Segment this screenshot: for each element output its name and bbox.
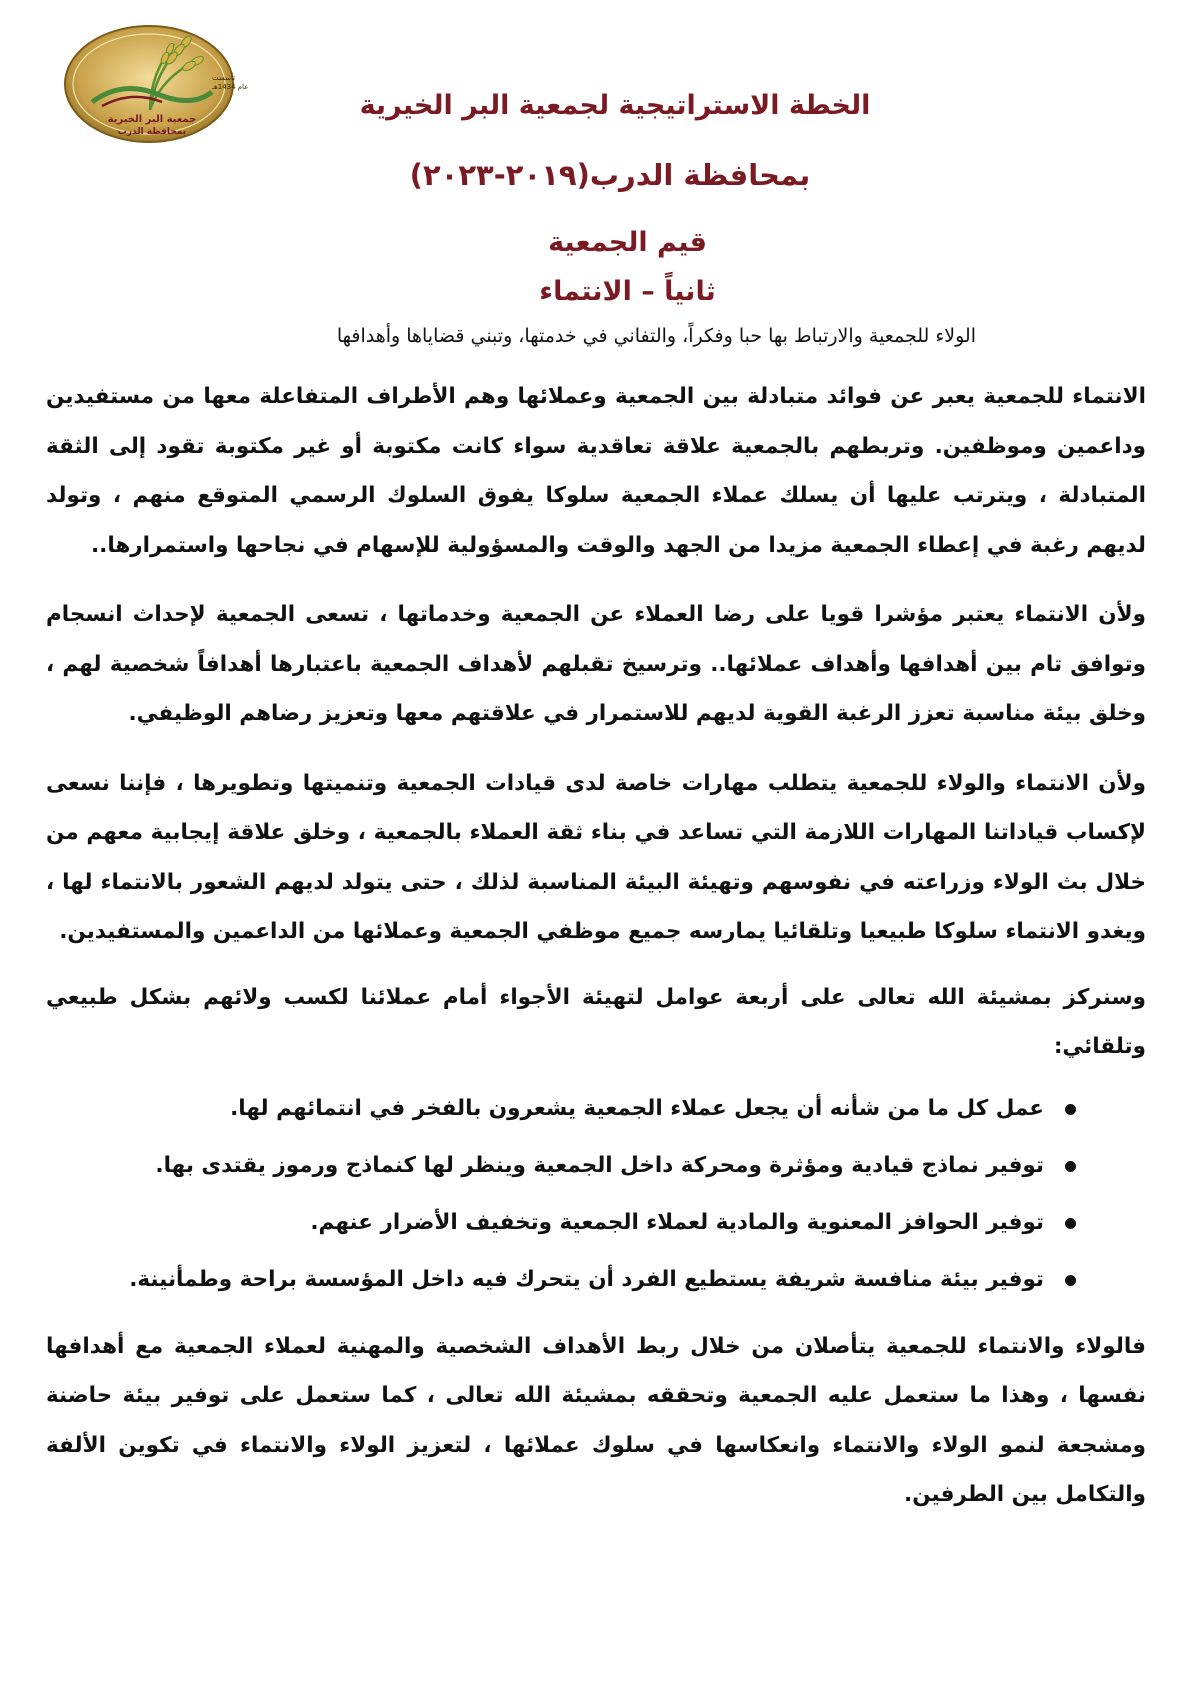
value-definition: الولاء للجمعية والارتباط بها حبا وفكراً، والتفاني في خدمتها، وتبني قضاياها وأهدافها <box>336 325 976 347</box>
bullet-icon <box>1065 1161 1076 1172</box>
list-item-text: توفير بيئة منافسة شريفة يستطيع الفرد أن يتحرك فيه داخل المؤسسة براحة وطمأنينة. <box>129 1266 1044 1292</box>
body-paragraph: ولأن الانتماء يعتبر مؤشرا قويا على رضا العملاء عن الجمعية وخدماتها ، تسعى الجمعية لإحداث انسجام وتوافق تام بين أهدافها وأهداف عملائها.. وترسيخ تقبلهم لأهداف الجمعية باعتبارها أهدافاً شخصية لهم ، وخلق بيئة مناسبة تعزز الرغبة القوية لديهم للاستمرار في علاقتهم معها وتعزيز رضاهم الوظيفي. <box>46 602 1146 726</box>
list-item-text: عمل كل ما من شأنه أن يجعل عملاء الجمعية يشعرون بالفخر في انتمائهم لها. <box>230 1095 1044 1121</box>
body-paragraph: ولأن الانتماء والولاء للجمعية يتطلب مهارات خاصة لدى قيادات الجمعية وتنميتها وتطويرها ، فإننا نسعى لإكساب قياداتنا المهارات اللازمة التي تساعد في بناء ثقة العملاء بالجمعية ، وخلق علاقة إيجابية معهم من خلال بث الولاء وزراعته في نفوسهم وتهيئة البيئة المناسبة لذلك ، حتى يتولد لديهم الشعور بالانتماء لها ، ويغدو الانتماء سلوكا طبيعيا وتلقائيا يمارسه جميع موظفي الجمعية وعملائها من الداعمين والمستفيدين. <box>46 770 1146 944</box>
document-subtitle: بمحافظة الدرب(٢٠١٩-٢٠٢٣) <box>409 158 811 192</box>
subsection-heading: ثانياً – الانتماء <box>539 276 716 307</box>
list-item-text: توفير الحوافز المعنوية والمادية لعملاء الجمعية وتخفيف الأضرار عنهم. <box>310 1209 1044 1235</box>
svg-text:بمحافظة الدرب: بمحافظة الدرب <box>117 127 187 137</box>
body-paragraph: الانتماء للجمعية يعبر عن فوائد متبادلة بين الجمعية وعملائها وهم الأطراف المتفاعلة معها من مستفيدين وداعمين وموظفين. وتربطهم بالجمعية علاقة تعاقدية سواء كانت مكتوبة أو غير مكتوبة تقود إلى الثقة المتبادلة ، ويترتب عليها أن يسلك عملاء الجمعية سلوكا يفوق السلوك الرسمي المتوقع منهم ، وتولد لديهم رغبة في إعطاء الجمعية مزيدا من الجهد والوقت والمسؤولية للإسهام في نجاحها واستمرارها.. <box>46 384 1146 558</box>
section-heading: قيم الجمعية <box>548 227 707 258</box>
list-item <box>46 1094 1076 1124</box>
list-item-text: توفير نماذج قيادية ومؤثرة ومحركة داخل الجمعية وينظر لها كنماذج ورموز يقتدى بها. <box>155 1152 1044 1178</box>
document-body <box>46 372 1146 1540</box>
bullet-icon <box>1065 1104 1076 1115</box>
svg-text:تأسست: تأسست <box>212 74 236 82</box>
list-item <box>46 1208 1076 1238</box>
svg-text:جمعية البر الخيرية: جمعية البر الخيرية <box>107 114 197 125</box>
list-item <box>46 1265 1076 1295</box>
document-title: الخطة الاستراتيجية لجمعية البر الخيرية <box>359 90 871 121</box>
organization-logo <box>62 22 249 145</box>
svg-text:عام 1434هـ: عام 1434هـ <box>212 83 249 91</box>
factors-list <box>46 1094 1146 1295</box>
list-item <box>46 1151 1076 1181</box>
bullet-icon <box>1065 1275 1076 1286</box>
factors-intro: وسنركز بمشيئة الله تعالى على أربعة عوامل لتهيئة الأجواء أمام عملائنا لكسب ولائهم بشكل طبيعي وتلقائي: <box>46 984 1146 1059</box>
bullet-icon <box>1065 1218 1076 1229</box>
conclusion-paragraph: فالولاء والانتماء للجمعية يتأصلان من خلال ربط الأهداف الشخصية والمهنية لعملاء الجمعية مع أهدافها نفسها ، وهذا ما ستعمل عليه الجمعية وتحققه بمشيئة الله تعالى ، كما ستعمل على توفير بيئة حاضنة ومشجعة لنمو الولاء والانتماء وانعكاسها في سلوك عملائها ، لتعزيز الولاء والانتماء في تكوين الألفة والتكامل بين الطرفين. <box>46 1333 1146 1507</box>
